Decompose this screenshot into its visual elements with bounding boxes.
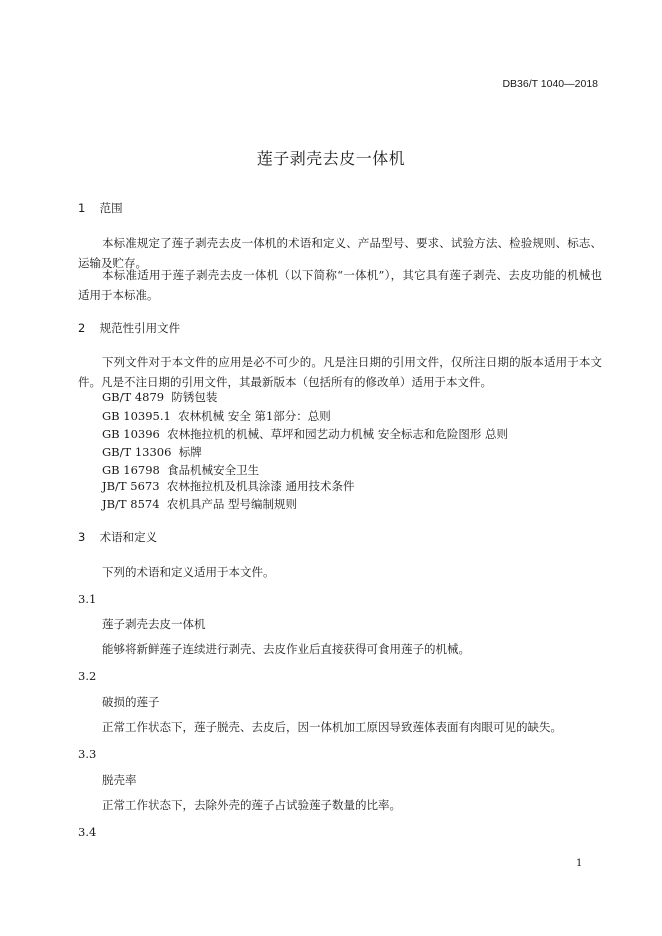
term-name: 破损的莲子	[102, 695, 160, 709]
section-number: 2	[78, 321, 86, 335]
section-3-heading	[78, 529, 157, 545]
clause-number: 3.2	[78, 669, 97, 683]
scope-paragraph-1: 本标准规定了莲子剥壳去皮一体机的术语和定义、产品型号、要求、试验方法、检验规则、标志、运输及贮存。	[78, 236, 602, 270]
terms-intro: 下列的术语和定义适用于本文件。	[102, 565, 275, 579]
clause-number: 3.1	[78, 592, 97, 606]
clause-number: 3.3	[78, 747, 97, 761]
scope-paragraph-2: 本标准适用于莲子剥壳去皮一体机（以下简称“一体机”），其它具有莲子剥壳、去皮功能的机械也适用于本标准。	[78, 268, 602, 302]
section-number: 1	[78, 201, 86, 215]
term-name: 莲子剥壳去皮一体机	[102, 617, 206, 631]
section-title: 范围	[99, 201, 123, 215]
reference-item: GB 10396 农林拖拉机的机械、草坪和园艺动力机械 安全标志和危险图形 总则	[102, 427, 508, 441]
document-title: 莲子剥壳去皮一体机	[256, 149, 406, 168]
section-title: 术语和定义	[99, 530, 158, 544]
reference-item: GB/T 4879 防锈包装	[102, 390, 218, 404]
term-definition: 正常工作状态下，去除外壳的莲子占试验莲子数量的比率。	[102, 798, 401, 812]
section-title: 规范性引用文件	[99, 321, 181, 335]
references-intro: 下列文件对于本文件的应用是必不可少的。凡是注日期的引用文件，仅所注日期的版本适用于本文件。凡是不注日期的引用文件，其最新版本（包括所有的修改单）适用于本文件。	[78, 355, 602, 389]
term-definition: 正常工作状态下，莲子脱壳、去皮后，因一体机加工原因导致莲体表面有肉眼可见的缺失。	[102, 720, 562, 734]
reference-item: GB 10395.1 农林机械 安全 第1部分：总则	[102, 409, 331, 423]
standard-id: DB36/T 1040—2018	[502, 78, 598, 90]
section-number: 3	[78, 530, 86, 544]
section-1-heading	[78, 200, 123, 216]
reference-item: JB/T 8574 农机具产品 型号编制规则	[102, 497, 297, 511]
reference-item: GB/T 13306 标牌	[102, 445, 202, 459]
clause-number: 3.4	[78, 825, 97, 839]
page-number: 1	[576, 858, 583, 869]
term-name: 脱壳率	[102, 773, 137, 787]
section-2-heading	[78, 320, 180, 336]
reference-item: GB 16798 食品机械安全卫生	[102, 463, 260, 477]
term-definition: 能够将新鲜莲子连续进行剥壳、去皮作业后直接获得可食用莲子的机械。	[102, 642, 470, 656]
reference-item: JB/T 5673 农林拖拉机及机具涂漆 通用技术条件	[102, 479, 355, 493]
